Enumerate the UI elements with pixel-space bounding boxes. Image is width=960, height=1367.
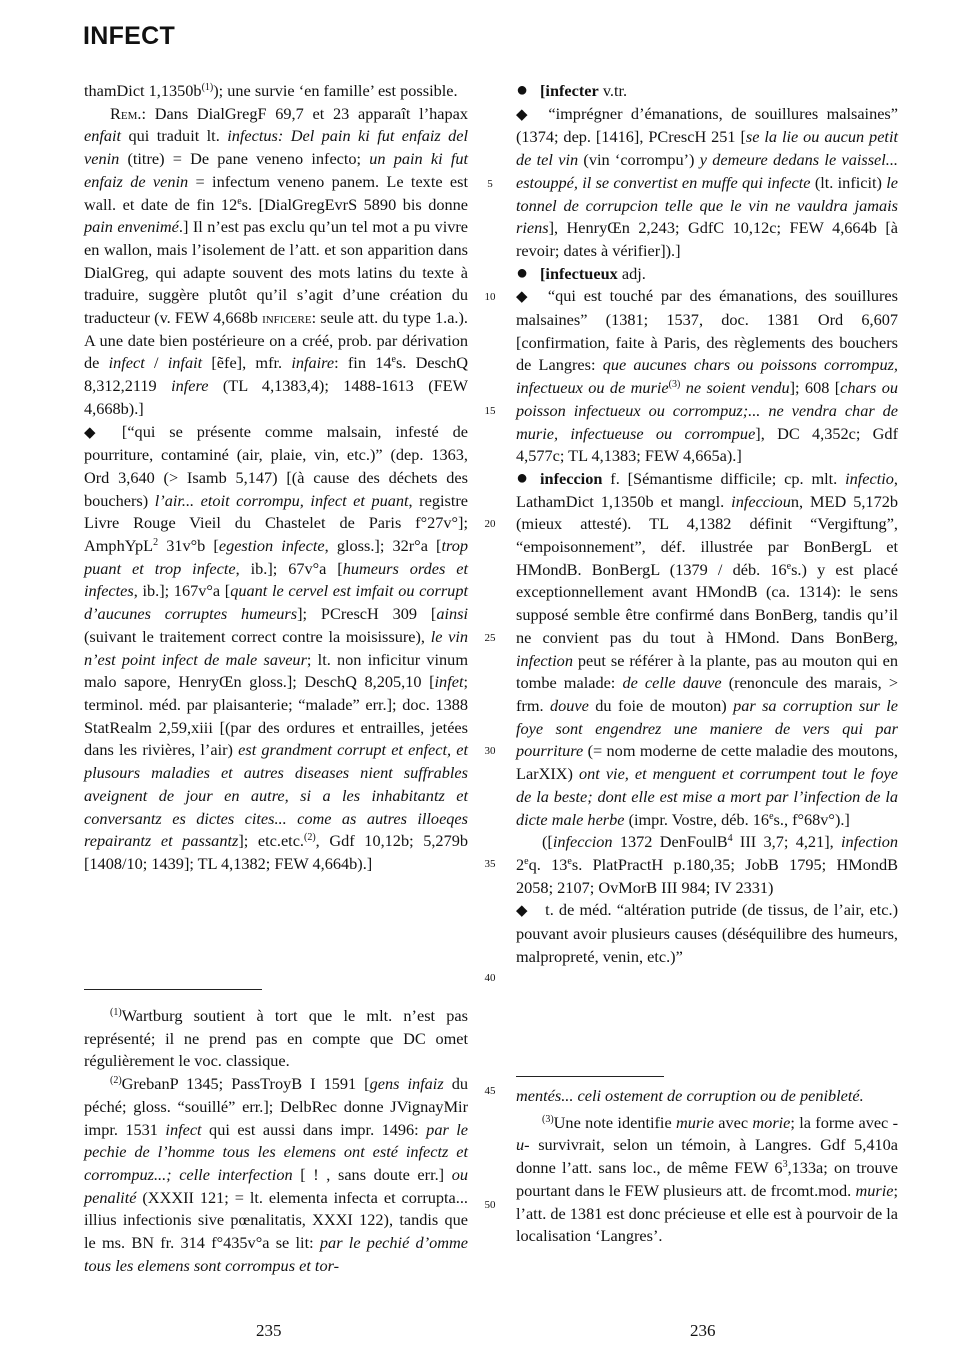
diamond-icon: ◆ <box>516 903 528 920</box>
bullet-icon: ● <box>516 79 529 101</box>
line-number: 30 <box>484 745 496 757</box>
footnote-1: $^{(1)}$Wartburg soutient à tort que le mlt. n’est pas représenté; il ne prend pas en compte que DC omet régulièrement le voc. classique. <box>84 1006 468 1071</box>
left-column <box>84 80 468 876</box>
attestation-paragraph: ([infeccion 1372 DenFoulB$^4$ III 3,7; 4,21], infection 2eq. 13es. PlatPractH p.180,35; JobB 1795; HMondB 2058; 2107; OvMorB III 984; IV 2331) <box>516 832 898 897</box>
line-number: 5 <box>487 178 493 190</box>
diamond-icon: ◆ <box>516 289 528 306</box>
bullet-icon: ● <box>516 261 529 284</box>
bullet-icon: ● <box>516 466 529 489</box>
diamond-icon: ◆ <box>516 106 528 123</box>
line-number: 25 <box>484 632 496 644</box>
sense-paragraph: ◆ [“qui se présente comme malsain, infesté de pourriture, contaminé (air, plaie, vin, etc.)” (dep. 1363, Ord 3,640 (> Isamb 5,147) [(à cause des déchets des bouchers) l’air... etoit corrompu, infect et puant, registre Livre Rouge Vieil du Chastelet de Paris f°27v°]; AmphYpL$^2$ 31v°b [egestion infecte, gloss.]; 32r°a [trop puant et trop infecte, ib.]; 67v°a [humeurs ordes et infectes, ib.]; 167v°a [quant le cervel est imfait ou corrupt d’aucunes corruptes humeurs]; PCrescH 309 [ainsi (suivant le traitement correct contre la moisissure), le vin n’est point infect de male saveur; lt. non inficitur vinum malo sapore, HenryŒn gloss.]; DeschQ 8,205,10 [infet; terminol. méd. par plaisanterie; “malade” err.]; doc. 1388 StatRealm 2,59,xiii [(par des ordures et entrailles, jetées dans les rivières, l’air) est grandment corrupt et enfect, et plusours maladies et autres diseases nient suffrables aveignent de jour en autre, si a les inhabitantz et conversantz es dictes cites... come as autres illoeqes repairantz et passantz]; etc.etc.$^{(2)}$, Gdf 10,12b; 5,279b [1408/10; 1439]; TL 4,1382; FEW 4,664b).] <box>84 421 469 873</box>
line-number: 50 <box>484 1199 496 1211</box>
left-footnotes <box>84 1005 468 1277</box>
entry-infecter: ● [infecter v.tr. <box>516 79 628 101</box>
footnote-divider <box>84 989 262 990</box>
entry-infeccion: ● infeccion f. [Sémantisme difficile; cp. mlt. infectio, LathamDict 1,1350b et mangl. infeccioun, MED 5,172b (mieux attesté). TL 4,1382 définit “Vergiftung”, “empoisonnement”, déf. illustrée par BonBergL et HMondB. BonBergL (1379 / déb. 16es.) y est placé exceptionnellement avant HMondB (ca. 1314): le sens supposé semble être confirmé dans BonBerg, tandis qu’il ne convient pas du tout à HMond. Dans BonBerg, infection peut se référer à la plante, pas au mouton qui en tombe malade: de celle dauve (renoncule des marais, > frm. douve du foie de mouton) par sa corruption sur le foye sont engendrez une maniere de vers qui par pourriture (= nom moderne de cette maladie des moutons, LarXIX) ont vie, et menguent et corrumpent tout le foye de la beste; dont elle est mise a mort par l’infection de la dicte male herbe (impr. Vostre, déb. 16es., f°68v°).] <box>516 466 899 829</box>
right-footnotes <box>516 1085 898 1248</box>
page-number-left: 235 <box>256 1321 282 1340</box>
line-number: 35 <box>484 858 496 870</box>
sense-paragraph: ◆ “qui est touché par des émanations, des souillures malsaines” (1381; 1537, doc. 1381 Ord 6,607 [confirmation, faite à Paris, des règlements des bouchers de Langres: que aucunes chars ou poissons corrompuz, infectueux ou de murie$^{(3)}$ ne soient vendu]; 608 [chars ou poisson infectueux ou corrompuz;... ne vendra char de murie, infectueuse ou corrompue], DC 4,352c; Gdf 4,577c; TL 4,1383; FEW 4,665a).] <box>516 286 898 466</box>
sense-paragraph: ◆ t. de méd. “altération putride (de tissus, de l’air, etc.) pouvant avoir plusieurs causes (déséquilibre des humeurs, malpropreté, venin, etc.)” <box>516 900 898 966</box>
footnote-2: $^{(2)}$GrebanP 1345; PassTroyB I 1591 [gens infaiz du péché; gloss. “souillé” err.]; DelbRec donne JVignayMir impr. 1531 infect qui est aussi dans impr. 1496: par le pechie de l’homme tous les elemens ont esté infectz et corrompuz...; celle interfection [ ! , sans doute err.] ou penalité (XXXII 121; = lt. elementa infecta et corrupta... illius infectionis sive pœnalitatis, XXXI 122), tandis que le ms. BN fr. 314 f°435v°a se lit: par le pechié d’omme tous les elemens sont corrompus et tor- <box>84 1074 469 1275</box>
footnote-2-continuation: mentés... celi ostement de corruption ou de penibleté. <box>516 1086 864 1105</box>
remark-paragraph: Rem.: Dans DialGregF 69,7 et 23 apparaît l’hapax enfait qui traduit lt. infectus: Del pain ki fut enfaiz del venin (titre) = De pane veneno infecto; un pain ki fut enfaiz de venin = infectum veneno panem. Le texte est wall. et date de fin 12es. [DialGregEvrS 5890 bis donne pain envenimé.] Il n’est pas exclu qu’un tel mot a pu vivre en wallon, mais l’isolement de l’att. et son apparition dans DialGreg, qui adapte souvent des mots latins du texte à traduire, suggère plutôt qu’il s’agit d’une création du traducteur (v. FEW 4,668b inficere: seule att. du type 1.a.). A une date bien postérieure on a créé, prob. par dérivation de infect / infait [ẽfe], mfr. infaire: fin 14es. DeschQ 8,312,2119 infere (TL 4,1383,4); 1488-1613 (FEW 4,668b).] <box>84 103 469 418</box>
footnote-divider <box>516 1076 664 1077</box>
line-number: 40 <box>484 972 496 984</box>
running-header: INFECT <box>83 22 176 50</box>
paragraph-continuation: thamDict $1,1350b^{(1)}$); une survie ‘en famille’ est possible. <box>84 81 458 100</box>
footnote-3: $^{(3)}$Une note identifie murie avec morie; la forme avec -u- survivrait, selon un témoin, à Langres. Gdf 5,410a donne l’att. sans loc., de même FEW $6^3,133a$; on trouve pourtant dans le FEW plusieurs att. de frcomt.mod. murie; l’att. de 1381 est donc précieuse et elle est à pourvoir de la localisation ‘Langres’. <box>516 1112 899 1246</box>
diamond-icon: ◆ <box>84 424 96 441</box>
sense-paragraph: ◆ “imprégner d’émanations, de souillures malsaines” (1374; dep. [1416], PCrescH 251 [se la lie ou aucun petit de tel vin (vin ‘corrompu’) y demeure dedans le vaissel... estouppé, il se convertist en muffe qui infecte (lt. inficit) le tonnel de corrupcion telle que le vin ne vauldra jamais riens], HenryŒn 2,243; GdfC 10,12c; FEW 4,664b [à revoir; dates à vérifier]).] <box>516 103 898 260</box>
right-column <box>516 80 898 968</box>
entry-infectueux: ● [infectueux adj. <box>516 261 646 284</box>
line-number: 45 <box>484 1085 496 1097</box>
line-number: 15 <box>484 405 496 417</box>
line-number: 20 <box>484 518 496 530</box>
line-number: 10 <box>484 291 496 303</box>
page-number-right: 236 <box>690 1321 716 1340</box>
